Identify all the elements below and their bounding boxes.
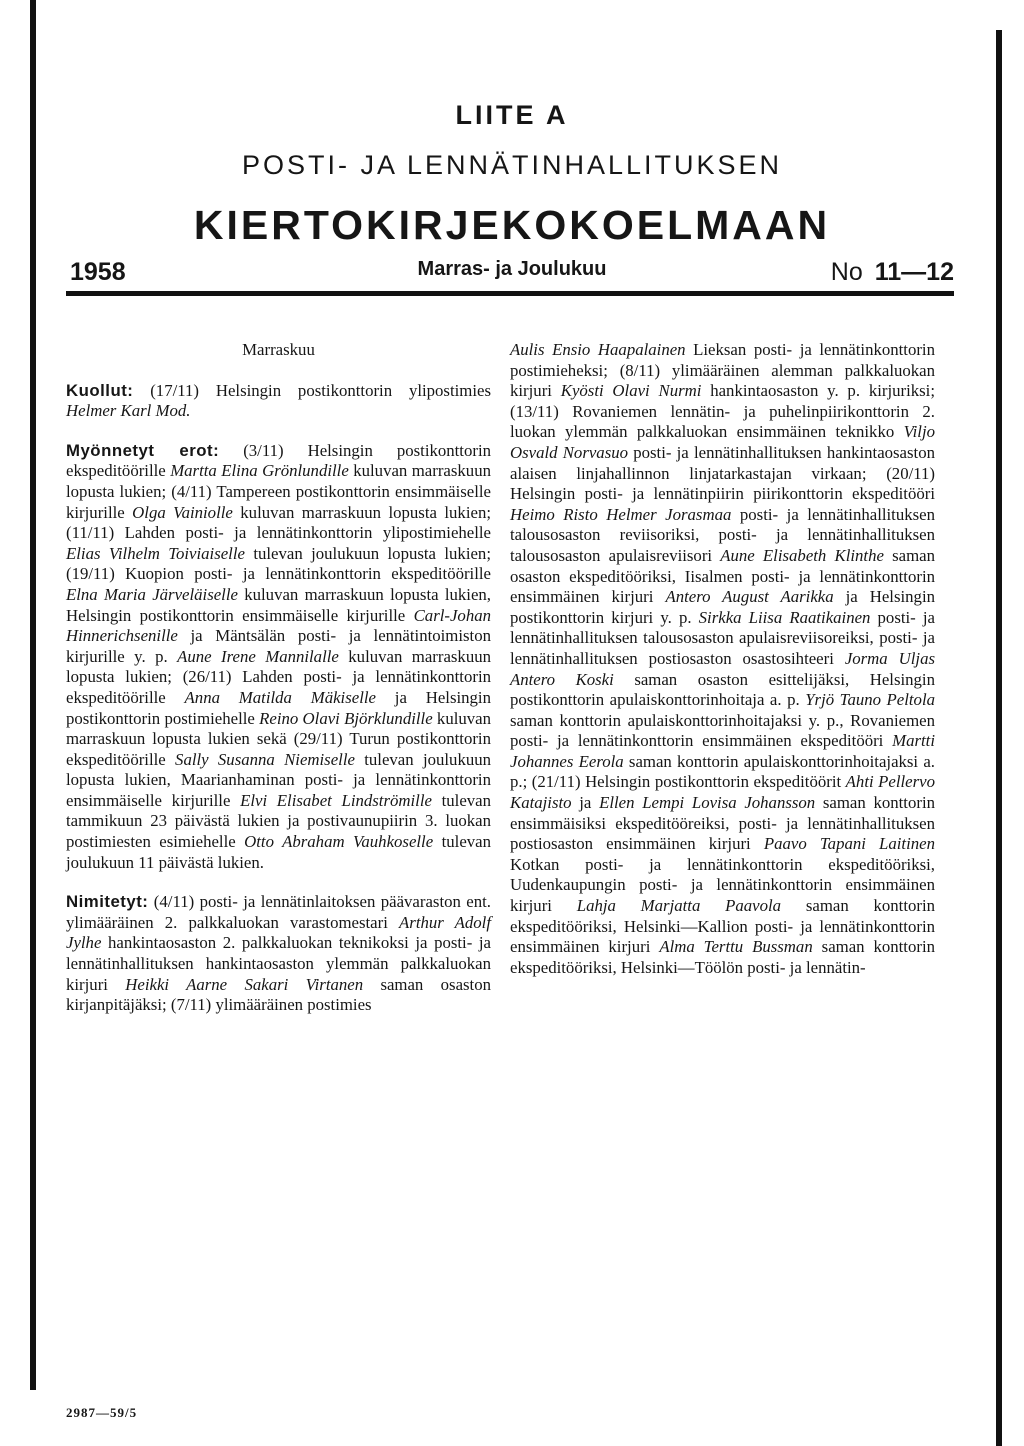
myonnetyt-text: tulevan tammikuun 23 päivästä lukien ja postivaunupiirin 3. luokan postimiesten esimiehelle [66,790,492,852]
month-heading: Marraskuu [242,340,315,359]
nimitetyt-text: saman konttorin apulaiskonttorinhoitajaksi y. p., Rovaniemen posti- ja lennätinkonttorin ensimmäinen ekspeditööri [510,710,935,751]
person-name: Olga Vainiolle [132,502,233,522]
myonnetyt-text: kuluvan marraskuun lopusta lukien sekä (29/11) Turun postikonttorin ekspeditöörille [66,708,491,769]
section-nimitetyt-continued [510,340,935,978]
person-name: Elna Maria Järveläiselle [66,584,238,604]
issue-number-block [831,258,954,287]
nimitetyt-text: hankintaosaston y. p. kirjuriksi; (13/11) Rovaniemen lennätin- ja puhelinpiirikonttorin 2. luokan ylemmän palkkaluokan ensimmäinen teknikko [510,381,936,442]
person-name: Ahti Pellervo Katajisto [510,772,935,813]
person-name: Yrjö Tauno Peltola [805,690,935,710]
myonnetyt-text: tulevan joulukuun lopusta lukien, Maarianhaminan posti- ja lennätinkonttorin ensimmäiselle kirjurille [66,749,492,810]
publisher-subtitle: POSTI- JA LENNÄTINHALLITUKSEN [241,150,783,180]
person-name: Heikki Aarne Sakari Virtanen [125,974,364,994]
person-name: Otto Abraham Vauhkoselle [244,832,434,852]
person-name: Sally Susanna Niemiselle [175,749,355,769]
nimitetyt-text: saman osaston ekspeditööriksi, Iisalmen posti- ja lennätinkonttorin ensimmäinen kirjuri [510,545,935,607]
myonnetyt-text: ja Helsingin postikonttorin postimiehelle [66,687,491,728]
nimitetyt-text: hankintaosaston 2. palkkaluokan teknikoksi ja posti- ja lennätinhallituksen hankintaosaston ylemmän palkkaluokan kirjuri [66,933,491,994]
myonnetyt-text: tulevan joulukuun 11 päivästä lukien. [66,832,492,872]
nimitetyt-text: saman konttorin ensimmäisiksi ekspeditööreiksi, posti- ja lennätinhallituksen postiosaston ensimmäinen kirjuri [510,793,935,854]
person-name: Aulis Ensio Haapalainen [510,340,686,359]
print-code: 2987—59/5 [66,1405,138,1420]
nimitetyt-label: Nimitetyt: [66,892,149,912]
nimitetyt-text: saman konttorin apulaiskonttorinhoitajaksi a. p.; (21/11) Helsingin postikonttorin ekspeditöörit [510,751,935,792]
person-name: Alma Terttu Bussman [659,937,813,957]
nimitetyt-text: saman konttorin ekspeditööriksi, Helsinki—Töölön posti- ja lennätin- [510,937,935,977]
person-name: Sirkka Liisa Raatikainen [698,607,871,627]
myonnetyt-text: kuluvan marraskuun lopusta lukien, Helsingin postikonttorin ensimmäiselle kirjurille [66,584,491,625]
person-name: Aune Irene Mannilalle [177,646,339,666]
nimitetyt-text: ja [571,793,600,813]
left-column [66,340,491,1016]
myonnetyt-text: kuluvan marraskuun lopusta lukien; (11/11) Lahden posti- ja lennätinkonttorin ylipostimiehelle [66,502,491,543]
nimitetyt-text: posti- ja lennätinhallituksen hankintaosaston alaisen linjahallinnon linjatarkastajan virkaan; (20/11) Helsingin posti- ja lennätinpiirin piirikonttorin ekspeditööri [510,442,935,504]
header-rule [66,291,954,296]
nimitetyt-text: Kotkan posti- ja lennätinkonttorin ekspeditööriksi, Uudenkaupungin posti- ja lennätinkonttorin ensimmäinen kirjuri [510,854,935,916]
issue-number-label: No [830,258,863,286]
person-name: Martti Johannes Eerola [510,731,935,771]
nimitetyt-text: posti- ja lennätinhallituksen talousosaston apulaisreviisoreiksi, posti- ja lennätinhallituksen postiosaston osastosihteeri [510,607,935,668]
person-name: Helmer Karl Mod. [66,401,191,421]
myonnetyt-text: kuluvan marraskuun lopusta lukien; (4/11) Tampereen postikonttorin ensimmäiselle kirjurille [66,461,491,522]
issue-number: 11—12 [874,258,954,286]
person-name: Aune Elisabeth Klinthe [720,545,884,565]
person-name: Antero August Aarikka [665,587,834,607]
appendix-label: LIITE A [455,100,569,130]
person-name: Jorma Uljas Antero Koski [510,648,935,689]
nimitetyt-text: Lieksan posti- ja lennätinkonttorin postimieheksi; (8/11) ylimääräinen alemman palkkaluokan kirjuri [510,340,935,401]
person-name: Carl-Johan Hinnerichsenille [66,605,491,646]
nimitetyt-text: ja Helsingin postikonttorin kirjuri y. p. [510,587,935,627]
nimitetyt-text: saman osaston esittelijäksi, Helsingin postikonttorin apulaiskonttorinhoitaja a. p. [510,669,935,710]
person-name: Paavo Tapani Laitinen [763,834,935,854]
person-name: Anna Matilda Mäkiselle [184,687,376,707]
person-name: Elvi Elisabet Lindströmille [240,790,432,810]
kuollut-label: Kuollut: [66,380,134,400]
nimitetyt-text: posti- ja lennätinhallituksen talousosaston reviisoriksi, posti- ja lennätinhallituksen talousosaston apulaisreviisori [510,504,935,565]
section-myonnetyt-erot [66,441,491,873]
section-nimitetyt [66,892,491,1016]
series-title: KIERTOKIRJEKOKOELMAAN [193,202,831,248]
person-name: Heimo Risto Helmer Jorasmaa [510,504,732,524]
nimitetyt-text: (4/11) posti- ja lennätinlaitoksen päävaraston ent. ylimääräinen 2. palkkaluokan varastomestari [66,892,491,932]
person-name: Reino Olavi Björklundille [259,708,433,728]
person-name: Lahja Marjatta Paavola [576,896,782,916]
myonnetyt-text: ja Mäntsälän posti- ja lennätintoimiston kirjurille y. p. [66,626,491,666]
person-name: Kyösti Olavi Nurmi [560,381,702,401]
section-kuollut [66,381,491,422]
issue-months: Marras- ja Joulukuu [417,258,607,280]
myonnetyt-text: kuluvan marraskuun lopusta lukien; (26/11) Lahden posti- ja lennätinkonttorin ekspeditöörille [66,646,491,707]
nimitetyt-text: saman osaston kirjanpitäjäksi; (7/11) ylimääräinen postimies [66,974,492,1015]
issue-year: 1958 [70,258,126,286]
nimitetyt-text: saman konttorin ekspeditööriksi, Helsinki—Kallion posti- ja lennätinkonttorin ensimmäinen kirjuri [510,896,936,957]
kuollut-text: (17/11) Helsingin postikonttorin ylipostimies [150,380,491,400]
person-name: Arthur Adolf Jylhe [66,912,491,953]
person-name: Elias Vilhelm Toiviaiselle [66,543,245,563]
person-name: Viljo Osvald Norvasuo [510,422,935,462]
myonnetyt-text: (3/11) Helsingin postikonttorin ekspeditöörille [66,440,492,481]
myonnetyt-text: tulevan joulukuun lopusta lukien; (19/11) Kuopion posti- ja lennätinkonttorin ekspeditöörille [66,543,491,584]
person-name: Martta Elina Grönlundille [170,461,349,481]
right-column [510,340,935,978]
myonnetyt-label: Myönnetyt erot: [66,440,220,460]
person-name: Ellen Lempi Lovisa Johansson [599,793,816,813]
